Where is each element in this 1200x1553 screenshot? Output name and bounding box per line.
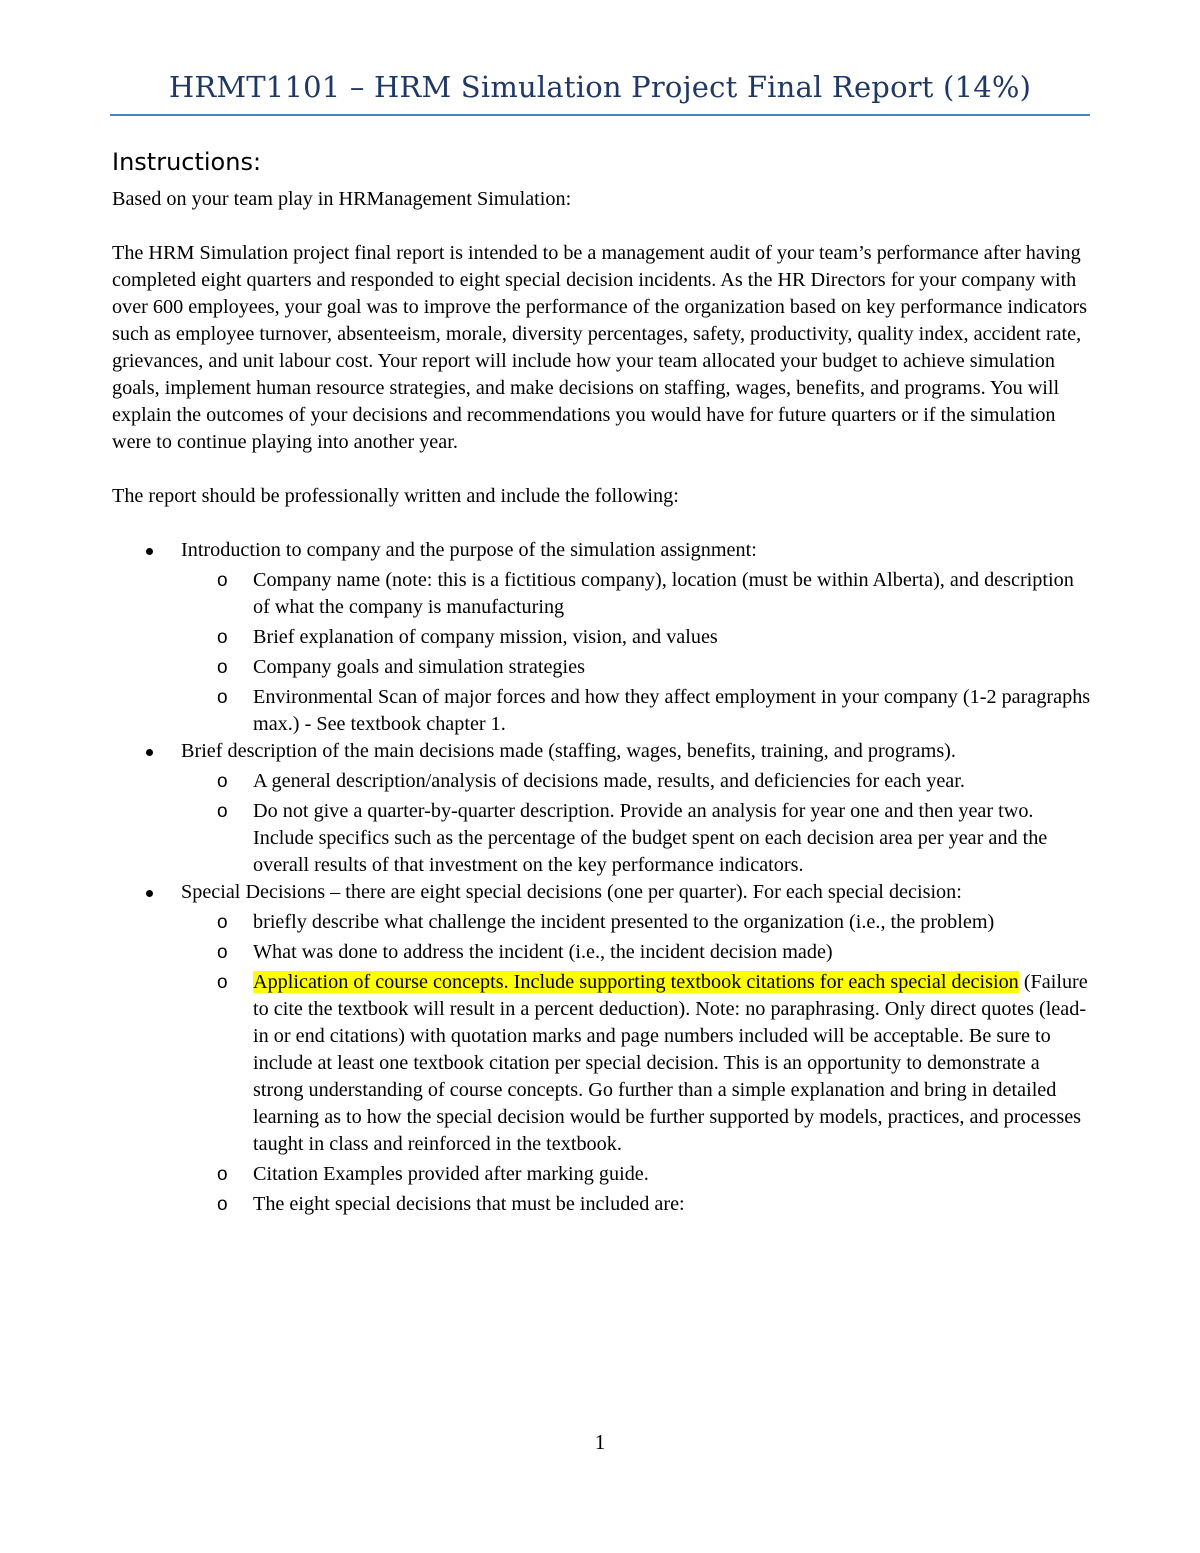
- sub-list-item: o briefly describe what challenge the incident presented to the organization (i.e., the problem): [181, 909, 1092, 936]
- sub-list-item: o Citation Examples provided after marking guide.: [181, 1161, 1092, 1188]
- list-item: [112, 537, 1092, 738]
- sub-list: [181, 909, 1092, 1218]
- circle-bullet-icon: o: [217, 657, 228, 678]
- sub-list: [181, 768, 1092, 879]
- bullet-icon: [146, 749, 153, 756]
- sub-list-item: o Application of course concepts. Include supporting textbook citations for each special decision (Failure to cite the textbook will result in a percent deduction). Note: no paraphrasing. Only direct quotes (lead-in or end citations) with quotation marks and page numbers included will be acceptable. Be sure to include at least one textbook citation per special decision. This is an opportunity to demonstrate a strong understanding of course concepts. Go further than a simple explanation and bring in detailed learning as to how the special decision would be further supported by models, practices, and processes taught in class and reinforced in the textbook.: [217, 971, 1088, 1155]
- document-body: [112, 186, 1092, 1218]
- sub-list-item: o The eight special decisions that must be included are:: [181, 1191, 1092, 1218]
- sub-list-item: o Company name (note: this is a fictitious company), location (must be within Alberta), and description of what the company is manufacturing: [217, 569, 1074, 618]
- sub-list-item: o Brief explanation of company mission, vision, and values: [181, 624, 1092, 651]
- intro-line: Based on your team play in HRManagement Simulation:: [112, 188, 572, 210]
- requirements-list: [112, 537, 1092, 1218]
- circle-bullet-icon: o: [217, 1164, 228, 1185]
- page-number: 1: [594, 1430, 606, 1454]
- circle-bullet-icon: o: [217, 687, 228, 708]
- report-lead: The report should be professionally written and include the following:: [112, 485, 679, 507]
- circle-bullet-icon: o: [217, 627, 228, 648]
- circle-bullet-icon: o: [217, 1194, 228, 1215]
- sub-list-item: o Environmental Scan of major forces and how they affect employment in your company (1-2 paragraphs max.) - See textbook chapter 1.: [217, 686, 1091, 735]
- instructions-heading: Instructions:: [112, 148, 262, 176]
- list-item: [112, 738, 1092, 879]
- intro-paragraph: The HRM Simulation project final report is intended to be a management audit of your team’s performance after having completed eight quarters and responded to eight special decision incidents. As the HR Directors for your company with over 600 employees, your goal was to improve the performance of the organization based on key performance indicators such as employee turnover, absenteeism, morale, diversity percentages, safety, productivity, quality index, accident rate, grievances, and unit labour cost. Your report will include how your team allocated your budget to achieve simulation goals, implement human resource strategies, and make decisions on staffing, wages, benefits, and programs. You will explain the outcomes of your decisions and recommendations you would have for future quarters or if the simulation were to continue playing into another year.: [112, 242, 1088, 453]
- document-title: HRMT1101 – HRM Simulation Project Final Report (14%): [168, 70, 1032, 104]
- sub-list-item: o Do not give a quarter-by-quarter description. Provide an analysis for year one and then year two. Include specifics such as the percentage of the budget spent on each decision area per year and the overall results of that investment on the key performance indicators.: [217, 800, 1048, 876]
- sub-list: [181, 567, 1092, 738]
- highlighted-text: Application of course concepts. Include supporting textbook citations for each special decision: [253, 971, 1019, 993]
- circle-bullet-icon: o: [217, 570, 228, 591]
- sub-list-item: o What was done to address the incident (i.e., the incident decision made): [181, 939, 1092, 966]
- title-underline: [110, 114, 1090, 116]
- bullet-icon: [146, 548, 153, 555]
- bullet-icon: [146, 890, 153, 897]
- circle-bullet-icon: o: [217, 942, 228, 963]
- circle-bullet-icon: o: [217, 801, 228, 822]
- circle-bullet-icon: o: [217, 912, 228, 933]
- section-text: Brief description of the main decisions made (staffing, wages, benefits, training, and programs).: [181, 740, 956, 762]
- circle-bullet-icon: o: [217, 972, 228, 993]
- section-text: Special Decisions – there are eight special decisions (one per quarter). For each special decision:: [181, 881, 962, 903]
- list-item: [112, 879, 1092, 1218]
- sub-list-item: o A general description/analysis of decisions made, results, and deficiencies for each year.: [181, 768, 1092, 795]
- circle-bullet-icon: o: [217, 771, 228, 792]
- section-text: Introduction to company and the purpose of the simulation assignment:: [181, 539, 757, 561]
- sub-list-item: o Company goals and simulation strategies: [181, 654, 1092, 681]
